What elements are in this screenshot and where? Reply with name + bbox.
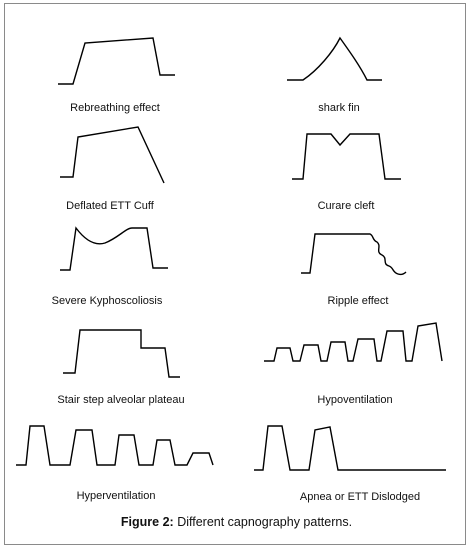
figure-caption-label: Figure 2: (120, 515, 174, 529)
waveform-deflated-ett-cuff (60, 127, 164, 183)
pattern-label: shark fin (318, 102, 360, 114)
figure-caption-text: Different capnography patterns. (173, 515, 353, 529)
waveform-rebreathing-effect (58, 38, 175, 84)
pattern-label: Apnea or ETT Dislodged (299, 491, 421, 503)
waveform-hyperventilation (16, 426, 213, 465)
pattern-label: Deflated ETT Cuff (66, 200, 154, 212)
pattern-label: Curare cleft (317, 200, 375, 212)
pattern-label: Hypoventilation (317, 394, 393, 406)
pattern-label: Ripple effect (327, 295, 389, 307)
pattern-label: Severe Kyphoscoliosis (51, 295, 163, 307)
waveform-shark-fin (287, 38, 382, 80)
waveform-apnea-or-ett-dislodged (254, 426, 446, 470)
waveform-hypoventilation (264, 323, 442, 361)
figure-caption (0, 515, 473, 529)
waveform-curare-cleft (292, 134, 401, 179)
waveform-stair-step-alveolar-plateau (63, 330, 180, 377)
waveform-ripple-effect (301, 234, 406, 274)
pattern-label: Stair step alveolar plateau (57, 394, 185, 406)
waveform-severe-kyphoscoliosis (60, 228, 168, 270)
pattern-label: Hyperventilation (76, 490, 156, 502)
pattern-label: Rebreathing effect (70, 102, 160, 114)
